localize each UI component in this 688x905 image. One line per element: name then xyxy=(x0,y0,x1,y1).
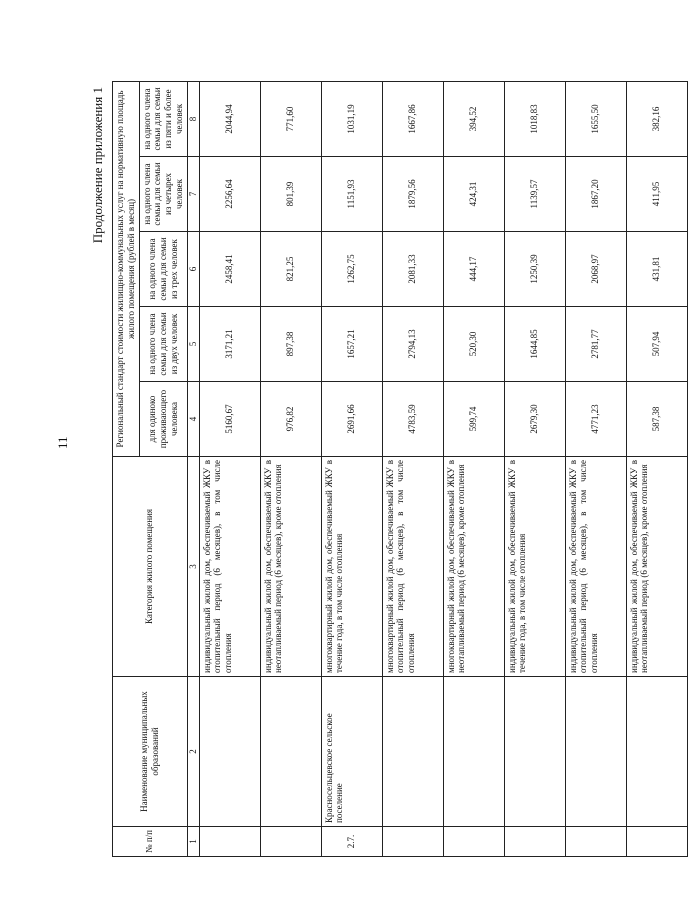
row-category: индивидуальный жилой дом, обеспечиваемый ЖКУ в неотапливаемый период (6 месяцев), кроме отопления xyxy=(626,457,687,677)
row-value: 2458,41 xyxy=(199,232,260,307)
row-value: 394,52 xyxy=(443,81,504,156)
row-value: 2081,33 xyxy=(382,232,443,307)
row-municipality xyxy=(382,677,443,827)
row-municipality xyxy=(504,677,565,827)
row-value: 1657,21 xyxy=(321,307,382,382)
row-value: 2781,77 xyxy=(565,307,626,382)
table-row xyxy=(321,81,382,856)
row-value: 431,81 xyxy=(626,232,687,307)
header-sub-2: на одного члена семьи для семьи из двух человек xyxy=(139,307,187,382)
column-number: 5 xyxy=(187,307,199,382)
row-municipality xyxy=(565,677,626,827)
column-number: 1 xyxy=(187,827,199,857)
row-value: 5160,67 xyxy=(199,382,260,457)
row-value: 1879,56 xyxy=(382,157,443,232)
row-value: 1018,83 xyxy=(504,81,565,156)
column-number: 6 xyxy=(187,232,199,307)
column-number: 7 xyxy=(187,157,199,232)
row-value: 3171,21 xyxy=(199,307,260,382)
table-row xyxy=(626,81,687,856)
column-number: 2 xyxy=(187,677,199,827)
housing-cost-standard-table xyxy=(112,81,688,857)
row-value: 1667,86 xyxy=(382,81,443,156)
row-value: 382,16 xyxy=(626,81,687,156)
rotated-page-content xyxy=(90,82,662,857)
row-value: 424,31 xyxy=(443,157,504,232)
row-num xyxy=(626,827,687,857)
row-value: 599,74 xyxy=(443,382,504,457)
table-row xyxy=(504,81,565,856)
header-municipality: Наименование муниципальных образований xyxy=(113,677,188,827)
row-value: 1867,20 xyxy=(565,157,626,232)
column-number: 8 xyxy=(187,81,199,156)
row-category: многоквартирный жилой дом, обеспечиваемый ЖКУ в отопительный период (6 месяцев), в том числе отопления xyxy=(382,457,443,677)
row-value: 771,60 xyxy=(260,81,321,156)
header-sub-1: для одиноко проживающего человека xyxy=(139,382,187,457)
row-value: 4771,23 xyxy=(565,382,626,457)
page-number: 11 xyxy=(55,436,70,449)
row-municipality xyxy=(260,677,321,827)
row-value: 1031,19 xyxy=(321,81,382,156)
header-num: № п/п xyxy=(113,827,188,857)
row-num xyxy=(260,827,321,857)
row-num xyxy=(565,827,626,857)
row-value: 2068,97 xyxy=(565,232,626,307)
row-num xyxy=(443,827,504,857)
row-num: 2.7. xyxy=(321,827,382,857)
row-value: 976,82 xyxy=(260,382,321,457)
row-num xyxy=(199,827,260,857)
row-category: индивидуальный жилой дом, обеспечиваемый ЖКУ в отопительный период (6 месяцев), в том числе отопления xyxy=(565,457,626,677)
row-num xyxy=(504,827,565,857)
row-category: многоквартирный жилой дом, обеспечиваемый ЖКУ в неотапливаемый период (6 месяцев), кроме отопления xyxy=(443,457,504,677)
table-row xyxy=(443,81,504,856)
row-value: 444,17 xyxy=(443,232,504,307)
header-category: Категория жилого помещения xyxy=(113,457,188,677)
table-row xyxy=(565,81,626,856)
row-value: 2691,66 xyxy=(321,382,382,457)
row-value: 1250,39 xyxy=(504,232,565,307)
row-value: 1151,93 xyxy=(321,157,382,232)
row-value: 1644,85 xyxy=(504,307,565,382)
row-municipality xyxy=(626,677,687,827)
row-value: 507,94 xyxy=(626,307,687,382)
appendix-title: Продолжение приложения 1 xyxy=(90,87,105,244)
header-standard: Региональный стандарт стоимости жилищно-коммунальных услуг на нормативную площадь жилого помещения (рублей в месяц) xyxy=(113,81,140,456)
row-value: 2794,13 xyxy=(382,307,443,382)
table-row xyxy=(199,81,260,856)
column-number: 3 xyxy=(187,457,199,677)
column-number-row xyxy=(187,81,199,856)
table-row xyxy=(260,81,321,856)
row-value: 2256,64 xyxy=(199,157,260,232)
row-value: 411,95 xyxy=(626,157,687,232)
row-municipality xyxy=(199,677,260,827)
row-value: 2679,30 xyxy=(504,382,565,457)
header-sub-4: на одного члена семьи для семьи из четырех человек xyxy=(139,157,187,232)
row-value: 1262,75 xyxy=(321,232,382,307)
header-sub-3: на одного члена семьи для семьи из трех человек xyxy=(139,232,187,307)
row-category: многоквартирный жилой дом, обеспечиваемый ЖКУ в течение года, в том числе отопления xyxy=(321,457,382,677)
row-value: 897,38 xyxy=(260,307,321,382)
table-row xyxy=(382,81,443,856)
row-value: 4783,59 xyxy=(382,382,443,457)
row-value: 520,30 xyxy=(443,307,504,382)
row-value: 821,25 xyxy=(260,232,321,307)
row-value: 1139,57 xyxy=(504,157,565,232)
row-value: 801,39 xyxy=(260,157,321,232)
row-value: 587,38 xyxy=(626,382,687,457)
row-municipality: Красносельцевское сельское поселение xyxy=(321,677,382,827)
row-category: индивидуальный жилой дом, обеспечиваемый ЖКУ в отопительный период (6 месяцев), в том числе отопления xyxy=(199,457,260,677)
row-category: индивидуальный жилой дом, обеспечиваемый ЖКУ в неотапливаемый период (6 месяцев), кроме отопления xyxy=(260,457,321,677)
row-municipality xyxy=(443,677,504,827)
header-sub-5: на одного члена семьи для семьи из пяти и более человек xyxy=(139,81,187,156)
row-value: 1655,50 xyxy=(565,81,626,156)
row-num xyxy=(382,827,443,857)
row-value: 2044,94 xyxy=(199,81,260,156)
column-number: 4 xyxy=(187,382,199,457)
row-category: индивидуальный жилой дом, обеспечиваемый ЖКУ в течение года, в том числе отопления xyxy=(504,457,565,677)
